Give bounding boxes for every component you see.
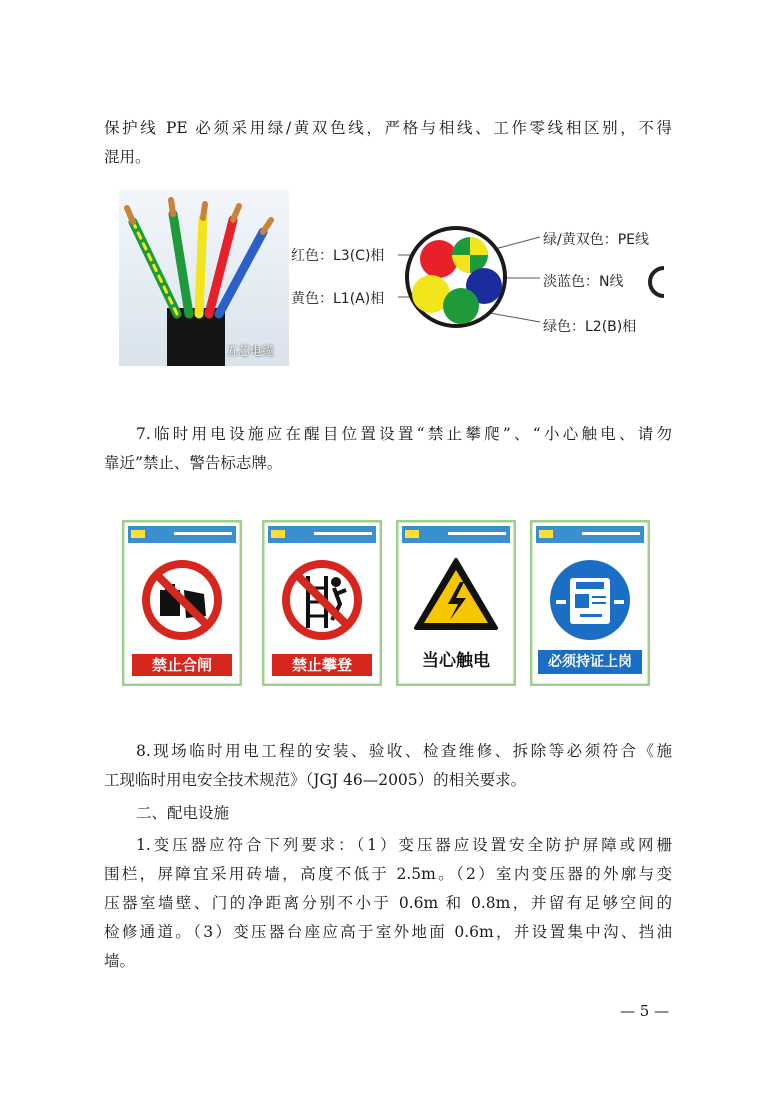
sign-certified-operator [530,520,650,686]
item-7-paragraph [104,420,672,478]
section-2-heading-text: 二、配电设施 [136,804,230,822]
cable-cross-section [398,222,670,346]
section-2-line-4: 检修通道。（3）变压器台座应高于室外地面 0.6m，并设置集中沟、挡油 [104,923,672,941]
label-red-l3: 红色：L3(C)相 [291,248,385,264]
section-2-item-1-paragraph [104,831,672,976]
label-yellow-l1: 黄色：L1(A)相 [291,291,385,307]
item-8-paragraph [104,737,672,795]
section-2-line-3: 压器室墙壁、门的净距离分别不小于 0.6m 和 0.8m，并留有足够空间的 [104,894,672,912]
sign-no-switching [122,520,242,686]
item-8-line-2: 工现临时用电安全技术规范》（JGJ 46—2005）的相关要求。 [104,771,527,789]
five-core-cable-photo [119,190,289,366]
section-2-heading [104,799,672,828]
section-2-line-2: 围栏，屏障宜采用砖墙，高度不低于 2.5m。（2）室内变压器的外廓与变 [104,865,672,883]
cable-photo-caption: 五芯电缆 [226,344,275,358]
section-2-line-5: 墙。 [104,952,136,970]
label-green-yellow-pe: 绿/黄双色：PE线 [543,232,650,248]
intro-line-1: 保护线 PE 必须采用绿/黄双色线，严格与相线、工作零线相区别，不得 [104,119,672,137]
sign-no-climbing [262,520,382,686]
intro-line-2: 混用。 [104,148,151,166]
cable-illustration [119,190,289,366]
intro-paragraph [104,114,672,172]
page-number: — 5 — [620,1002,670,1020]
section-2-line-1: 1.变压器应符合下列要求：（1）变压器应设置安全防护屏障或网栅 [136,836,672,854]
sign-certified-operator-caption: 必须持证上岗 [538,650,642,674]
label-light-blue-n: 淡蓝色：N线 [543,274,624,290]
item-7-line-1: 7.临时用电设施应在醒目位置设置“禁止攀爬”、“小心触电、请勿 [136,425,672,443]
sign-no-climbing-caption: 禁止攀登 [272,654,372,676]
sign-no-switching-caption: 禁止合闸 [132,654,232,676]
label-green-l2: 绿色：L2(B)相 [543,319,637,335]
item-7-line-2: 靠近”禁止、警告标志牌。 [104,454,283,472]
sign-electric-shock-caption: 当心触电 [402,648,510,674]
sign-electric-shock-warning [396,520,516,686]
item-8-line-1: 8.现场临时用电工程的安装、验收、检查维修、拆除等必须符合《施 [136,742,672,760]
